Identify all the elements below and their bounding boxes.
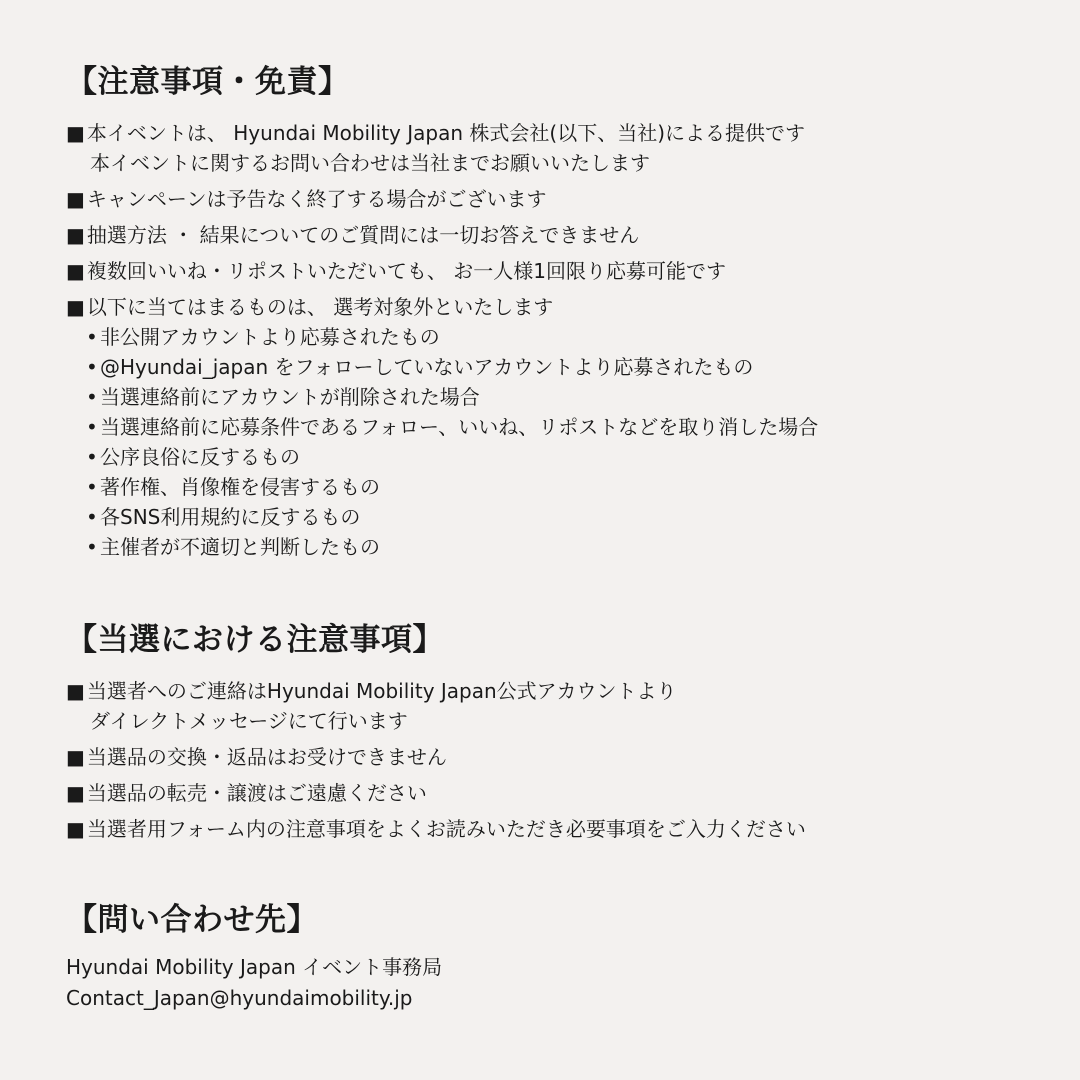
disclaimer-item-text: 本イベントは、 Hyundai Mobility Japan 株式会社(以下、当社)による提供です — [86, 121, 805, 145]
winner-note-item — [66, 778, 806, 808]
disclaimer-item-text: 以下に当てはまるものは、 選考対象外といたします — [86, 295, 554, 319]
disclaimer-item-text: 複数回いいね・リポストいただいても、 お一人様1回限り応募可能です — [86, 259, 726, 283]
contact-info — [66, 952, 442, 1014]
contact-heading: 【問い合わせ先】 — [66, 902, 318, 938]
disclaimer-item — [66, 220, 818, 250]
exclusion-item: • 当選連絡前にアカウントが削除された場合 — [66, 382, 818, 412]
disclaimer-item — [66, 184, 818, 214]
winner-notes-heading: 【当選における注意事項】 — [66, 622, 444, 658]
contact-section — [66, 898, 442, 1014]
square-bullet-icon: ■ — [66, 817, 85, 841]
square-bullet-icon: ■ — [66, 223, 85, 247]
exclusion-item: • 公序良俗に反するもの — [66, 442, 818, 472]
dot-bullet-icon: • — [86, 535, 98, 559]
disclaimer-section — [66, 60, 818, 562]
exclusion-item: • 著作権、肖像権を侵害するもの — [66, 472, 818, 502]
square-bullet-icon: ■ — [66, 745, 85, 769]
disclaimer-list — [66, 118, 818, 562]
contact-office: Hyundai Mobility Japan イベント事務局 — [66, 955, 443, 979]
contact-email: Contact_Japan@hyundaimobility.jp — [66, 986, 413, 1010]
winner-note-item — [66, 676, 806, 736]
exclusion-item: • 主催者が不適切と判断したもの — [66, 532, 818, 562]
winner-note-text: 当選者用フォーム内の注意事項をよくお読みいただき必要事項をご入力ください — [86, 817, 806, 841]
dot-bullet-icon: • — [86, 475, 98, 499]
dot-bullet-icon: • — [86, 355, 98, 379]
dot-bullet-icon: • — [86, 385, 98, 409]
winner-note-text: 当選者へのご連絡はHyundai Mobility Japan公式アカウントより — [86, 679, 677, 703]
disclaimer-item — [66, 292, 818, 562]
exclusion-item: • 各SNS利用規約に反するもの — [66, 502, 818, 532]
winner-note-item — [66, 814, 806, 844]
exclusion-item: • 当選連絡前に応募条件であるフォロー、いいね、リポストなどを取り消した場合 — [66, 412, 818, 442]
exclusion-item: • @Hyundai_japan をフォローしていないアカウントより応募されたもの — [66, 352, 818, 382]
dot-bullet-icon: • — [86, 445, 98, 469]
winner-notes-list — [66, 676, 806, 844]
winner-note-text: ダイレクトメッセージにて行います — [90, 709, 408, 733]
square-bullet-icon: ■ — [66, 259, 85, 283]
disclaimer-item-text: キャンペーンは予告なく終了する場合がございます — [86, 187, 547, 211]
dot-bullet-icon: • — [86, 325, 98, 349]
dot-bullet-icon: • — [86, 505, 98, 529]
winner-notes-section — [66, 618, 806, 844]
exclusion-item: • 非公開アカウントより応募されたもの — [66, 322, 818, 352]
disclaimer-item-text: 本イベントに関するお問い合わせは当社までお願いいたします — [90, 151, 650, 175]
disclaimer-item — [66, 118, 818, 178]
disclaimer-item — [66, 256, 818, 286]
winner-note-text: 当選品の転売・譲渡はご遠慮ください — [86, 781, 427, 805]
square-bullet-icon: ■ — [66, 295, 85, 319]
disclaimer-item-text: 抽選方法 ・ 結果についてのご質問には一切お答えできません — [86, 223, 640, 247]
dot-bullet-icon: • — [86, 415, 98, 439]
square-bullet-icon: ■ — [66, 781, 85, 805]
square-bullet-icon: ■ — [66, 187, 85, 211]
square-bullet-icon: ■ — [66, 679, 85, 703]
disclaimer-heading: 【注意事項・免責】 — [66, 64, 350, 100]
winner-note-text: 当選品の交換・返品はお受けできません — [86, 745, 447, 769]
winner-note-item — [66, 742, 806, 772]
square-bullet-icon: ■ — [66, 121, 85, 145]
exclusion-list — [66, 322, 818, 562]
